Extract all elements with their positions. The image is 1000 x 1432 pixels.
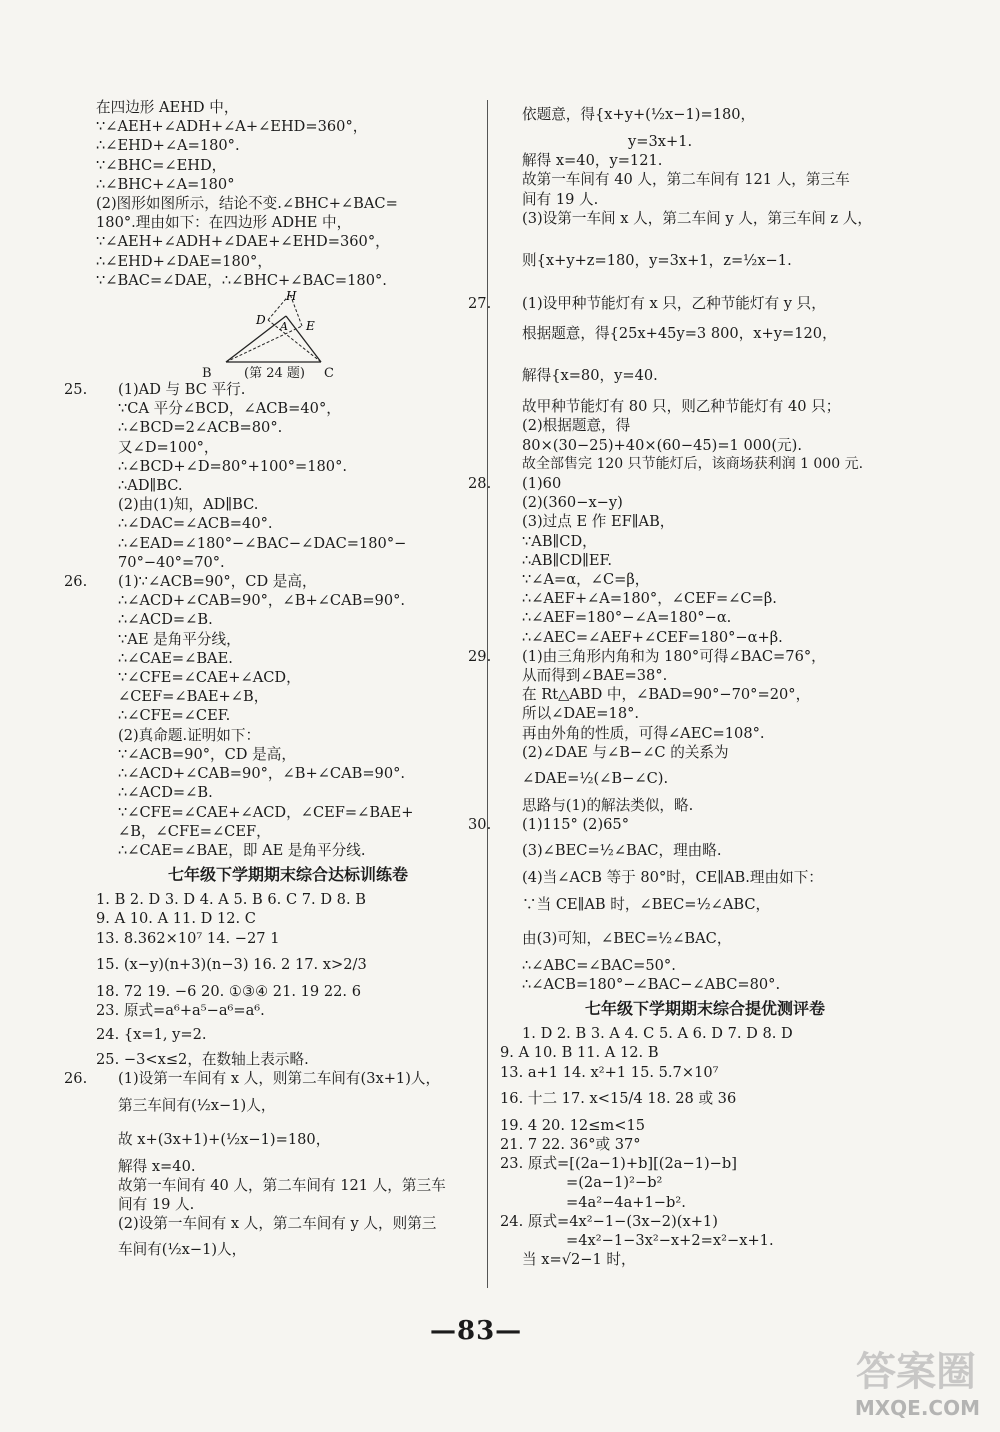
text-line: ∵∠BHC=∠EHD， (96, 156, 227, 174)
text-line: ∴∠DAC=∠ACB=40°. (118, 515, 273, 533)
text-line: =(2a−1)²−b² (566, 1174, 663, 1192)
text-line: (3)∠BEC=½∠BAC，理由略. (522, 842, 722, 860)
text-line: 1. B 2. D 3. D 4. A 5. B 6. C 7. D 8. B (96, 891, 366, 909)
text-line: ∵当 CE∥AB 时，∠BEC=½∠ABC， (522, 895, 771, 913)
answer-29 (468, 647, 910, 666)
text-line: (1)∵∠ACB=90°，CD 是高， (118, 573, 317, 591)
text-line: =4a²−4a+1−b². (566, 1193, 686, 1211)
left-column (64, 98, 480, 1267)
answer-30 (468, 815, 910, 834)
figure-24 (96, 290, 480, 380)
text-line: 16. 十二 17. x<15/4 18. 28 或 36 (500, 1089, 737, 1107)
text-line: ∴∠AEC=∠AEF+∠CEF=180°−α+β. (522, 628, 783, 646)
text-line: ∴∠EAD=∠180°−∠BAC−∠DAC=180°− (118, 534, 407, 552)
text-line: ∵∠AEH+∠ADH+∠DAE+∠EHD=360°， (96, 233, 390, 251)
label-e: E (306, 319, 315, 334)
text-line: (1)115° (2)65° (522, 816, 630, 834)
text-line: 故 x+(3x+1)+(½x−1)=180， (118, 1130, 331, 1148)
label-a: A (280, 320, 288, 334)
text-line: 70°−40°=70°. (118, 553, 225, 571)
text-line: ∵AE 是角平分线， (118, 630, 241, 648)
text-line: 车间有(½x−1)人， (118, 1241, 247, 1259)
text-line: 15. (x−y)(n+3)(n−3) 16. 2 17. x>2/3 (96, 955, 367, 973)
text-line: 故全部售完 120 只节能灯后，该商场获利润 1 000 元. (522, 455, 864, 472)
text-line: 24. {x=1, y=2. (96, 1026, 207, 1044)
text-line: 故第一车间有 40 人，第二车间有 121 人，第三车 (118, 1176, 446, 1194)
question-number: 26. (64, 573, 88, 591)
text-line: 25. −3<x≤2，在数轴上表示略. (96, 1051, 309, 1069)
text-line: ∴∠AEF+∠A=180°，∠CEF=∠C=β. (522, 590, 777, 608)
text-line: ∵CA 平分∠BCD，∠ACB=40°， (118, 400, 341, 418)
text-line: y=3x+1. (628, 133, 693, 150)
watermark (836, 1340, 986, 1420)
text-line: 依题意，得{x+y+(½x−1)=180， (522, 106, 756, 123)
text-line: ∠B，∠CFE=∠CEF， (118, 822, 271, 840)
text-line: ∠DAE=½(∠B−∠C). (522, 770, 669, 788)
text-line: 解得 x=40，y=121. (522, 152, 663, 170)
answer-28 (468, 474, 910, 493)
text-line: 故第一车间有 40 人，第二车间有 121 人，第三车 (522, 171, 850, 189)
column-divider (487, 100, 488, 1288)
label-b: B (202, 366, 212, 382)
text-line: 13. a+1 14. x²+1 15. 5.7×10⁷ (500, 1063, 719, 1081)
text-line: 18. 72 19. −6 20. ①③④ 21. 19 22. 6 (96, 982, 361, 1000)
question-number: 29. (468, 647, 492, 665)
text-line: 23. 原式=[(2a−1)+b][(2a−1)−b] (500, 1155, 737, 1173)
answer-26 (64, 572, 480, 591)
text-line: ∴∠EHD+∠DAE=180°， (96, 252, 272, 270)
text-line: (1)设甲种节能灯有 x 只，乙种节能灯有 y 只， (522, 295, 826, 313)
text-line: ∴AD∥BC. (118, 477, 183, 495)
text-line: 由(3)可知，∠BEC=½∠BAC， (522, 929, 732, 947)
label-d: D (256, 313, 266, 328)
text-line: 19. 4 20. 12≤m<15 (500, 1116, 646, 1134)
answer-27 (468, 294, 910, 313)
text-line: 所以∠DAE=18°. (522, 705, 640, 723)
text-line: ∵AB∥CD， (522, 532, 597, 550)
section-title: 七年级下学期期末综合提优测评卷 (584, 999, 825, 1019)
figure-caption: (第 24 题) (244, 366, 305, 382)
text-line: =4x²−1−3x²−x+2=x²−x+1. (566, 1231, 774, 1249)
text-line: 1. D 2. B 3. A 4. C 5. A 6. D 7. D 8. D (522, 1025, 793, 1043)
text-line: ∴∠CAE=∠BAE，即 AE 是角平分线. (118, 841, 366, 859)
text-line: (1)60 (522, 475, 562, 493)
text-line: ∴∠EHD+∠A=180°. (96, 137, 240, 155)
answer-25 (64, 380, 480, 399)
answer-26-b (64, 1069, 480, 1088)
text-line: (2)由(1)知，AD∥BC. (118, 496, 259, 514)
text-line: 从而得到∠BAE=38°. (522, 667, 668, 685)
text-line: 当 x=√2−1 时， (522, 1251, 636, 1269)
text-line: (2)∠DAE 与∠B−∠C 的关系为 (522, 743, 729, 761)
text-line: 间有 19 人. (522, 190, 599, 208)
text-line: (2)图形如图所示，结论不变.∠BHC+∠BAC= (96, 195, 398, 213)
text-line: 24. 原式=4x²−1−(3x−2)(x+1) (500, 1212, 718, 1230)
text-line: ∵∠A=α，∠C=β， (522, 571, 650, 589)
text-line: (2)真命题.证明如下： (118, 726, 261, 744)
text-line: ∵∠CFE=∠CAE+∠ACD，∠CEF=∠BAE+ (118, 803, 414, 821)
text-line: ∵∠ACB=90°，CD 是高， (118, 745, 296, 763)
text-line: ∴∠ACD+∠CAB=90°，∠B+∠CAB=90°. (118, 592, 406, 610)
text-line: (2)根据题意，得 (522, 417, 631, 435)
question-number: 28. (468, 475, 492, 493)
text-line: 解得 x=40. (118, 1157, 196, 1175)
text-line: 80×(30−25)+40×(60−45)=1 000(元). (522, 436, 802, 454)
text-line: ∴∠ACD=∠B. (118, 784, 213, 802)
text-line: ∴∠ACB=180°−∠BAC−∠ABC=80°. (522, 975, 781, 993)
text-line: (1)由三角形内角和为 180°可得∠BAC=76°， (522, 647, 826, 665)
text-line: 则{x+y+z=180，y=3x+1，z=½x−1. (522, 252, 792, 270)
text-line: ∵∠CFE=∠CAE+∠ACD， (118, 669, 301, 687)
text-line: 根据题意，得{25x+45y=3 800，x+y=120， (522, 325, 837, 343)
text-line: (2)设第一车间有 x 人，第二车间有 y 人，则第三 (118, 1215, 437, 1233)
right-column (468, 98, 910, 1269)
text-line: ∵∠AEH+∠ADH+∠A+∠EHD=360°， (96, 118, 368, 136)
text-line: 在 Rt△ABD 中，∠BAD=90°−70°=20°， (522, 686, 811, 704)
text-line: 23. 原式=a⁶+a⁵−a⁶=a⁶. (96, 1001, 265, 1019)
text-line: 在四边形 AEHD 中， (96, 99, 239, 116)
text-line: ∴∠ABC=∠BAC=50°. (522, 956, 676, 974)
text-line: 解得{x=80，y=40. (522, 367, 658, 385)
text-line: (2)(360−x−y) (522, 494, 623, 512)
triangle-diagram (216, 290, 356, 370)
text-line: ∴∠CFE=∠CEF. (118, 707, 231, 725)
text-line: ∴∠BHC+∠A=180° (96, 175, 235, 193)
text-line: 180°.理由如下：在四边形 ADHE 中， (96, 214, 352, 232)
text-line: 9. A 10. B 11. A 12. B (500, 1044, 659, 1062)
text-line: 思路与(1)的解法类似，略. (522, 797, 694, 815)
text-line: 又∠D=100°， (118, 438, 219, 456)
text-line: ∴AB∥CD∥EF. (522, 551, 613, 569)
text-line: ∵∠BAC=∠DAE，∴∠BHC+∠BAC=180°. (96, 271, 387, 289)
text-line: ∴∠BCD=2∠ACB=80°. (118, 419, 283, 437)
text-line: (3)过点 E 作 EF∥AB， (522, 513, 675, 531)
text-line: ∴∠ACD+∠CAB=90°，∠B+∠CAB=90°. (118, 765, 406, 783)
watermark-logo: 答案圈 (856, 1349, 976, 1395)
label-h: H (286, 290, 297, 304)
text-line: 9. A 10. A 11. D 12. C (96, 910, 256, 928)
text-line: (1)AD 与 BC 平行. (118, 381, 246, 399)
watermark-url: MXQE.COM (854, 1396, 980, 1420)
page-number: —83— (430, 1316, 523, 1346)
text-line: 间有 19 人. (118, 1195, 195, 1213)
question-number: 27. (468, 295, 492, 313)
text-line: ∴∠BCD+∠D=80°+100°=180°. (118, 457, 348, 475)
label-c: C (324, 366, 334, 382)
text-line: 第三车间有(½x−1)人， (118, 1096, 276, 1114)
text-line: (1)设第一车间有 x 人，则第二车间有(3x+1)人， (118, 1070, 441, 1088)
section-title: 七年级下学期期末综合达标训练卷 (167, 865, 408, 885)
text-line: (3)设第一车间 x 人，第二车间 y 人，第三车间 z 人， (522, 209, 872, 227)
text-line: ∠CEF=∠BAE+∠B， (118, 688, 269, 706)
question-number: 30. (468, 816, 492, 834)
text-line: 21. 7 22. 36°或 37° (500, 1135, 641, 1153)
text-line: (4)当∠ACB 等于 80°时，CE∥AB.理由如下： (522, 869, 823, 887)
question-number: 25. (64, 381, 88, 399)
text-line: ∴∠CAE=∠BAE. (118, 649, 233, 667)
text-line: 13. 8.362×10⁷ 14. −27 1 (96, 929, 280, 947)
text-line: ∴∠ACD=∠B. (118, 611, 213, 629)
question-number: 26. (64, 1070, 88, 1088)
text-line: 故甲种节能灯有 80 只，则乙种节能灯有 40 只； (522, 398, 841, 416)
text-line: 再由外角的性质，可得∠AEC=108°. (522, 724, 765, 742)
text-line: ∴∠AEF=180°−∠A=180°−α. (522, 609, 732, 627)
